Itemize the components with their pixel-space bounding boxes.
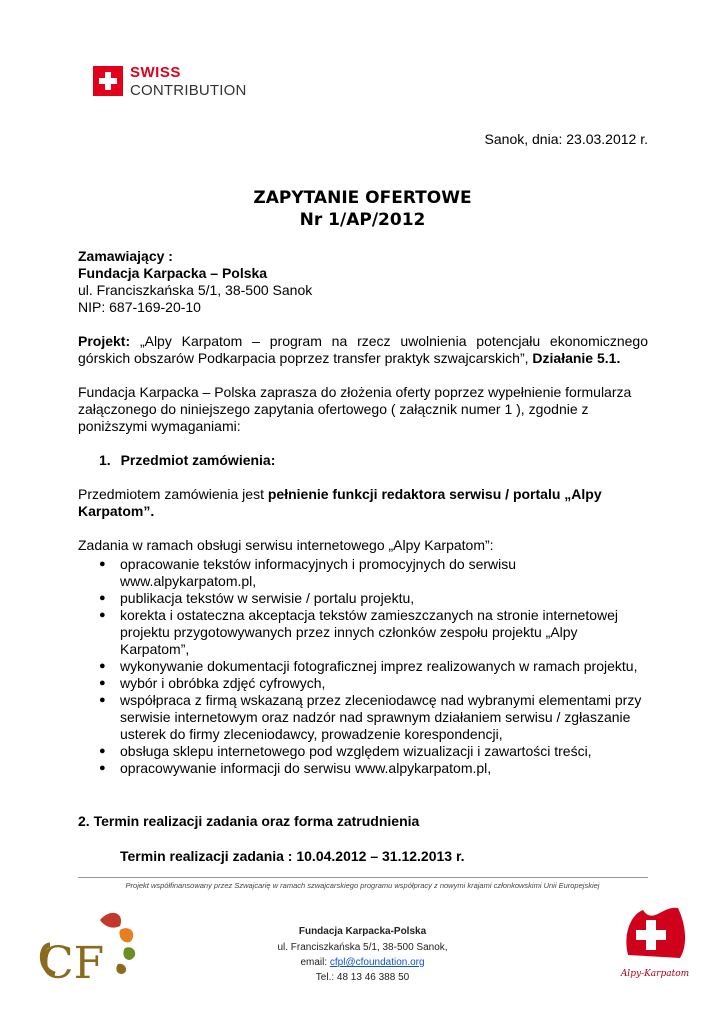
footer-phone: Tel.: 48 13 46 388 50 xyxy=(315,972,410,983)
document-number: Nr 1/AP/2012 xyxy=(299,210,426,230)
task-text: publikacja tekstów w serwisie / portalu projektu, xyxy=(120,590,415,606)
project-label: Projekt: xyxy=(78,333,131,349)
document-title: ZAPYTANIE OFERTOWE xyxy=(253,188,472,208)
bullet-icon: ● xyxy=(99,660,106,672)
list-item xyxy=(78,692,648,743)
client-block xyxy=(78,248,648,316)
invitation-paragraph: Fundacja Karpacka – Polska zaprasza do złożenia oferty poprzez wypełnienie formularza załączonego do niniejszego zapytania ofertowego ( załącznik numer 1 ), zgodnie z poniższymi wymaganiami: xyxy=(78,384,632,434)
list-item xyxy=(78,607,648,658)
swiss-cross-icon xyxy=(93,66,123,96)
client-nip: NIP: 687-169-20-10 xyxy=(78,299,201,315)
task-text: wybór i obróbka zdjęć cyfrowych, xyxy=(120,675,326,691)
bullet-icon: ● xyxy=(99,609,106,621)
subject-bold: pełnienie funkcji redaktora serwisu / portalu „Alpy Karpatom”. xyxy=(78,486,602,519)
subject-paragraph xyxy=(78,486,648,520)
list-item xyxy=(78,658,648,675)
alpy-karpatom-logo xyxy=(618,900,693,985)
footer-email-label: email: xyxy=(300,957,328,968)
tasks-intro: Zadania w ramach obsługi serwisu internetowego „Alpy Karpatom”: xyxy=(78,537,494,553)
task-text: opracowywanie informacji do serwisu www.alpykarpatom.pl, xyxy=(120,760,492,776)
alpy-karpatom-text: Alpy-Karpatom xyxy=(620,969,690,979)
footer-org: Fundacja Karpacka-Polska xyxy=(298,926,427,937)
project-action: Działanie 5.1. xyxy=(532,350,621,366)
bullet-icon: ● xyxy=(99,694,106,706)
bullet-icon: ● xyxy=(99,762,106,774)
bullet-icon: ● xyxy=(99,592,106,604)
task-text: współpraca z firmą wskazaną przez zleceniodawcę nad wybranymi elementami przy serwisie internetowym oraz nadzór nad sprawnym działaniem serwisu / zgłaszanie usterek do firmy zleceniodawcy, prowadzenie korespondencji, xyxy=(120,692,642,742)
cf-logo-text: CF xyxy=(40,938,105,989)
client-label: Zamawiający : xyxy=(78,248,173,264)
section1-title: Przedmiot zamówienia: xyxy=(120,452,276,468)
client-name: Fundacja Karpacka – Polska xyxy=(78,265,268,281)
logo-line1: SWISS xyxy=(130,64,181,81)
list-item xyxy=(78,590,648,607)
project-text: „Alpy Karpatom – program na rzecz uwolnienia potencjału ekonomicznego górskich obszarów Podkarpacia poprzez transfer praktyk szwajcarskich”, xyxy=(78,333,648,366)
footer-address: ul. Franciszkańska 5/1, 38-500 Sanok, xyxy=(277,942,448,953)
mountain-flag-icon xyxy=(618,900,693,985)
list-item xyxy=(78,760,648,777)
client-address: ul. Franciszkańska 5/1, 38-500 Sanok xyxy=(78,282,313,298)
section2-heading: 2. Termin realizacji zadania oraz forma zatrudnienia xyxy=(78,813,420,829)
task-text: korekta i ostateczna akceptacja tekstów zamieszczanych na stronie internetowej projektu przygotowywanych przez innych członków zespołu projektu „Alpy Karpatom”, xyxy=(120,607,619,657)
footer-email-line xyxy=(0,955,725,970)
task-text: obsługa sklepu internetowego pod względem wizualizacji i zawartości treści, xyxy=(120,743,592,759)
task-text: opracowanie tekstów informacyjnych i promocyjnych do serwisu www.alpykarpatom.pl, xyxy=(120,556,517,589)
section1-heading xyxy=(99,452,669,469)
section1-number: 1. xyxy=(99,452,111,468)
list-item xyxy=(78,743,648,760)
logo-line2: CONTRIBUTION xyxy=(130,82,247,99)
deadline-text: Termin realizacji zadania : 10.04.2012 – 31.12.2013 r. xyxy=(120,848,465,864)
footer-divider xyxy=(78,877,648,878)
tasks-list xyxy=(78,556,648,777)
list-item xyxy=(78,675,648,692)
bullet-icon: ● xyxy=(99,558,106,570)
footer-note: Projekt współfinansowany przez Szwajcarię w ramach szwajcarskiego programu współpracy z nowymi krajami członkowskimi Unii Europejskiej xyxy=(125,881,600,890)
task-text: wykonywanie dokumentacji fotograficznej imprez realizowanych w ramach projektu, xyxy=(120,658,638,674)
list-item xyxy=(78,556,648,590)
email-link[interactable]: cfpl@cfoundation.org xyxy=(329,957,425,968)
document-date: Sanok, dnia: 23.03.2012 r. xyxy=(484,131,648,147)
subject-prefix: Przedmiotem zamówienia jest xyxy=(78,486,264,502)
bullet-icon: ● xyxy=(99,745,106,757)
project-paragraph xyxy=(78,333,648,367)
bullet-icon: ● xyxy=(99,677,106,689)
